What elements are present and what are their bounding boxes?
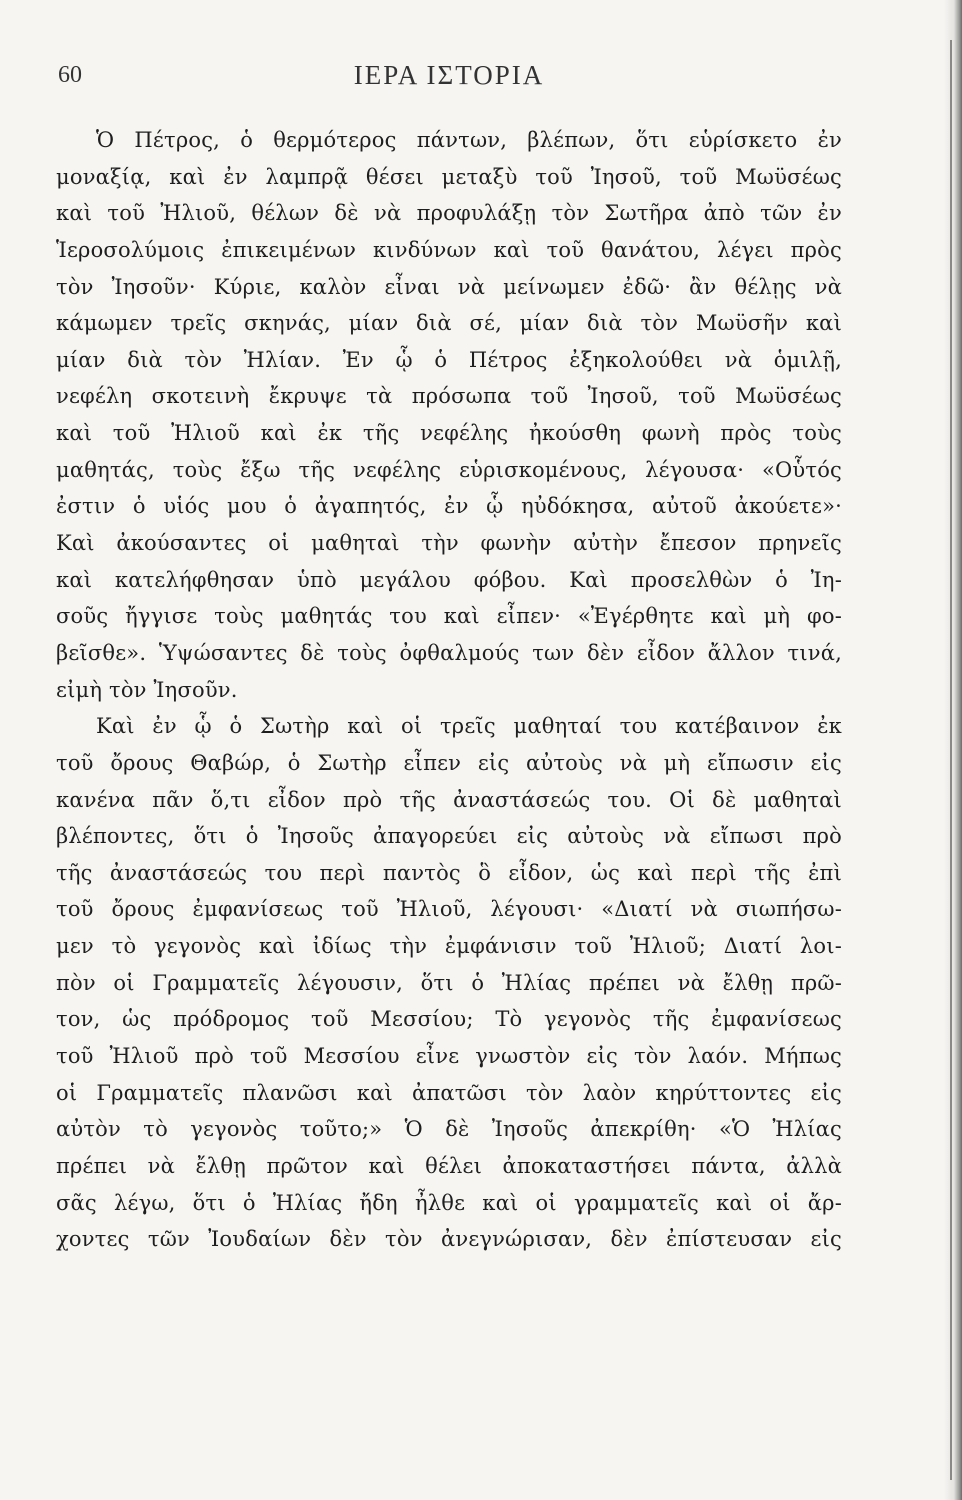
running-head: [58, 60, 840, 100]
page-edge-shadow: [944, 0, 962, 1500]
text-line: αὐτὸν τὸ γεγονὸς τοῦτο;» Ὁ δὲ Ἰησοῦς ἀπεκρίθη· «Ὁ Ἠλίας: [56, 1117, 842, 1142]
text-line: Ὁ Πέτρος, ὁ θερμότερος πάντων, βλέπων, ὅτι εὑρίσκετο ἐν: [96, 128, 842, 152]
paragraph-2: [56, 708, 842, 1258]
body-text: [56, 122, 842, 1258]
text-line: σᾶς λέγω, ὅτι ὁ Ἠλίας ἤδη ἦλθε καὶ οἱ γραμματεῖς καὶ οἱ ἄρ-: [56, 1190, 842, 1215]
text-line: μαθητάς, τοὺς ἔξω τῆς νεφέλης εὑρισκομένους, λέγουσα· «Οὗτός: [56, 457, 842, 482]
text-line: βλέποντες, ὅτι ὁ Ἰησοῦς ἀπαγορεύει εἰς αὐτοὺς νὰ εἴπωσι πρὸ: [56, 824, 842, 849]
text-line: τοῦ Ἠλιοῦ πρὸ τοῦ Μεσσίου εἶνε γνωστὸν εἰς τὸν λαόν. Μήπως: [56, 1044, 842, 1069]
text-line: Ἱεροσολύμοις ἐπικειμένων κινδύνων καὶ τοῦ θανάτου, λέγει πρὸς: [56, 237, 842, 262]
text-line: καὶ τοῦ Ἠλιοῦ καὶ ἐκ τῆς νεφέλης ἠκούσθη φωνὴ πρὸς τοὺς: [56, 421, 842, 446]
text-line: τοῦ ὄρους Θαβώρ, ὁ Σωτὴρ εἶπεν εἰς αὐτοὺς νὰ μὴ εἴπωσιν εἰς: [56, 750, 842, 775]
text-line: καὶ κατελήφθησαν ὑπὸ μεγάλου φόβου. Καὶ προσελθὼν ὁ Ἰη-: [56, 567, 842, 592]
text-line: μίαν διὰ τὸν Ἠλίαν. Ἐν ᾧ ὁ Πέτρος ἐξηκολούθει νὰ ὁμιλῇ,: [56, 347, 842, 372]
text-line: τοῦ ὄρους ἐμφανίσεως τοῦ Ἠλιοῦ, λέγουσι· «Διατί νὰ σιωπήσω-: [56, 897, 842, 922]
text-line: κανένα πᾶν ὅ,τι εἶδον πρὸ τῆς ἀναστάσεώς του. Οἱ δὲ μαθηταὶ: [56, 787, 842, 812]
paragraph-1: [56, 122, 842, 708]
text-line: τῆς ἀναστάσεώς του περὶ παντὸς ὃ εἶδον, ὡς καὶ περὶ τῆς ἐπὶ: [56, 860, 842, 885]
text-line: χοντες τῶν Ἰουδαίων δὲν τὸν ἀνεγνώρισαν, δὲν ἐπίστευσαν εἰς: [56, 1227, 842, 1252]
text-line: Καὶ ἀκούσαντες οἱ μαθηταὶ τὴν φωνὴν αὐτὴν ἔπεσον πρηνεῖς: [56, 531, 842, 556]
text-line: σοῦς ἤγγισε τοὺς μαθητάς του καὶ εἶπεν· «Ἐγέρθητε καὶ μὴ φο-: [56, 604, 842, 629]
running-title: ΙΕΡΑ ΙΣΤΟΡΙΑ: [353, 60, 545, 90]
text-line: μοναξίᾳ, καὶ ἐν λαμπρᾷ θέσει μεταξὺ τοῦ Ἰησοῦ, τοῦ Μωϋσέως: [56, 164, 842, 189]
text-line: βεῖσθε». Ὑψώσαντες δὲ τοὺς ὀφθαλμούς των δὲν εἶδον ἄλλον τινά,: [56, 640, 842, 665]
text-line: κάμωμεν τρεῖς σκηνάς, μίαν διὰ σέ, μίαν διὰ τὸν Μωϋσῆν καὶ: [56, 311, 842, 336]
text-line: εἰμὴ τὸν Ἰησοῦν.: [56, 677, 238, 702]
text-line: οἱ Γραμματεῖς πλανῶσι καὶ ἀπατῶσι τὸν λαὸν κηρύττοντες εἰς: [56, 1080, 842, 1105]
text-line: καὶ τοῦ Ἠλιοῦ, θέλων δὲ νὰ προφυλάξῃ τὸν Σωτῆρα ἀπὸ τῶν ἐν: [56, 201, 842, 226]
page-number: 60: [58, 62, 82, 88]
text-line: τὸν Ἰησοῦν· Κύριε, καλὸν εἶναι νὰ μείνωμεν ἐδῶ· ἂν θέλῃς νὰ: [56, 274, 842, 299]
text-line: Καὶ ἐν ᾧ ὁ Σωτὴρ καὶ οἱ τρεῖς μαθηταί του κατέβαινον ἐκ: [96, 714, 842, 739]
page-edge-line: [950, 40, 952, 1480]
text-line: νεφέλη σκοτεινὴ ἔκρυψε τὰ πρόσωπα τοῦ Ἰησοῦ, τοῦ Μωϋσέως: [56, 384, 842, 409]
text-line: πρέπει νὰ ἔλθῃ πρῶτον καὶ θέλει ἀποκαταστήσει πάντα, ἀλλὰ: [56, 1153, 842, 1178]
text-line: πὸν οἱ Γραμματεῖς λέγουσιν, ὅτι ὁ Ἠλίας πρέπει νὰ ἔλθῃ πρῶ-: [56, 970, 842, 995]
text-line: ἐστιν ὁ υἱός μου ὁ ἀγαπητός, ἐν ᾧ ηὐδόκησα, αὐτοῦ ἀκούετε»·: [56, 494, 842, 519]
text-line: μεν τὸ γεγονὸς καὶ ἰδίως τὴν ἐμφάνισιν τοῦ Ἠλιοῦ; Διατί λοι-: [56, 934, 842, 959]
text-line: τον, ὡς πρόδρομος τοῦ Μεσσίου; Τὸ γεγονὸς τῆς ἐμφανίσεως: [56, 1007, 842, 1032]
